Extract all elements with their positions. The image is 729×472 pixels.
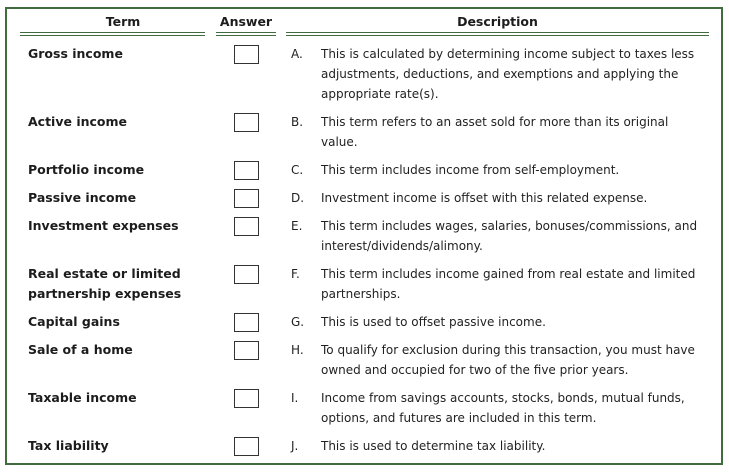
- description-letter: H.: [291, 343, 304, 357]
- description-letter: A.: [291, 47, 303, 61]
- description-text: This term includes income from self-employment.: [321, 163, 620, 177]
- answer-input[interactable]: [234, 113, 259, 132]
- description-letter: B.: [291, 115, 304, 129]
- description-letter: E.: [291, 219, 303, 233]
- term-label: Sale of a home: [28, 342, 133, 357]
- description-letter: F.: [291, 267, 300, 281]
- description-text: Investment income is offset with this related expense.: [321, 191, 648, 205]
- term-label: Passive income: [28, 190, 137, 205]
- answer-input[interactable]: [234, 189, 259, 208]
- description-text: This is used to offset passive income.: [321, 315, 546, 329]
- answer-input[interactable]: [234, 161, 259, 180]
- answer-input[interactable]: [234, 265, 259, 284]
- description-text: This term includes income gained from real estate and limited partnerships.: [321, 267, 696, 301]
- description-letter: J.: [291, 439, 299, 453]
- term-label: Investment expenses: [28, 218, 179, 233]
- answer-header-rule: [216, 32, 276, 36]
- answer-input[interactable]: [234, 45, 259, 64]
- answer-input[interactable]: [234, 217, 259, 236]
- description-text: This term refers to an asset sold for more than its original value.: [321, 115, 669, 149]
- description-text: To qualify for exclusion during this transaction, you must have owned and occupied for two of the five prior years.: [321, 343, 695, 377]
- description-text: Income from savings accounts, stocks, bonds, mutual funds, options, and futures are included in this term.: [321, 391, 685, 425]
- description-header: Description: [457, 14, 538, 29]
- term-label: Portfolio income: [28, 162, 145, 177]
- description-text: This term includes wages, salaries, bonuses/commissions, and interest/dividends/alimony.: [321, 219, 698, 253]
- term-label: Real estate or limited partnership expenses: [28, 266, 182, 301]
- description-letter: I.: [291, 391, 299, 405]
- description-letter: D.: [291, 191, 305, 205]
- term-label: Gross income: [28, 46, 123, 61]
- answer-input[interactable]: [234, 437, 259, 456]
- answer-input[interactable]: [234, 389, 259, 408]
- term-header: Term: [105, 14, 141, 29]
- answer-input[interactable]: [234, 341, 259, 360]
- term-label: Tax liability: [28, 438, 109, 453]
- answer-header: Answer: [219, 14, 273, 29]
- description-header-rule: [286, 32, 709, 36]
- answer-input[interactable]: [234, 313, 259, 332]
- term-label: Capital gains: [28, 314, 120, 329]
- description-letter: G.: [291, 315, 305, 329]
- term-label: Active income: [28, 114, 128, 129]
- description-text: This is calculated by determining income subject to taxes less adjustments, deductions, and exemptions and applying the appropriate rate(s).: [321, 47, 695, 101]
- description-text: This is used to determine tax liability.: [321, 439, 546, 453]
- term-label: Taxable income: [28, 390, 137, 405]
- term-header-rule: [20, 32, 205, 36]
- description-letter: C.: [291, 163, 304, 177]
